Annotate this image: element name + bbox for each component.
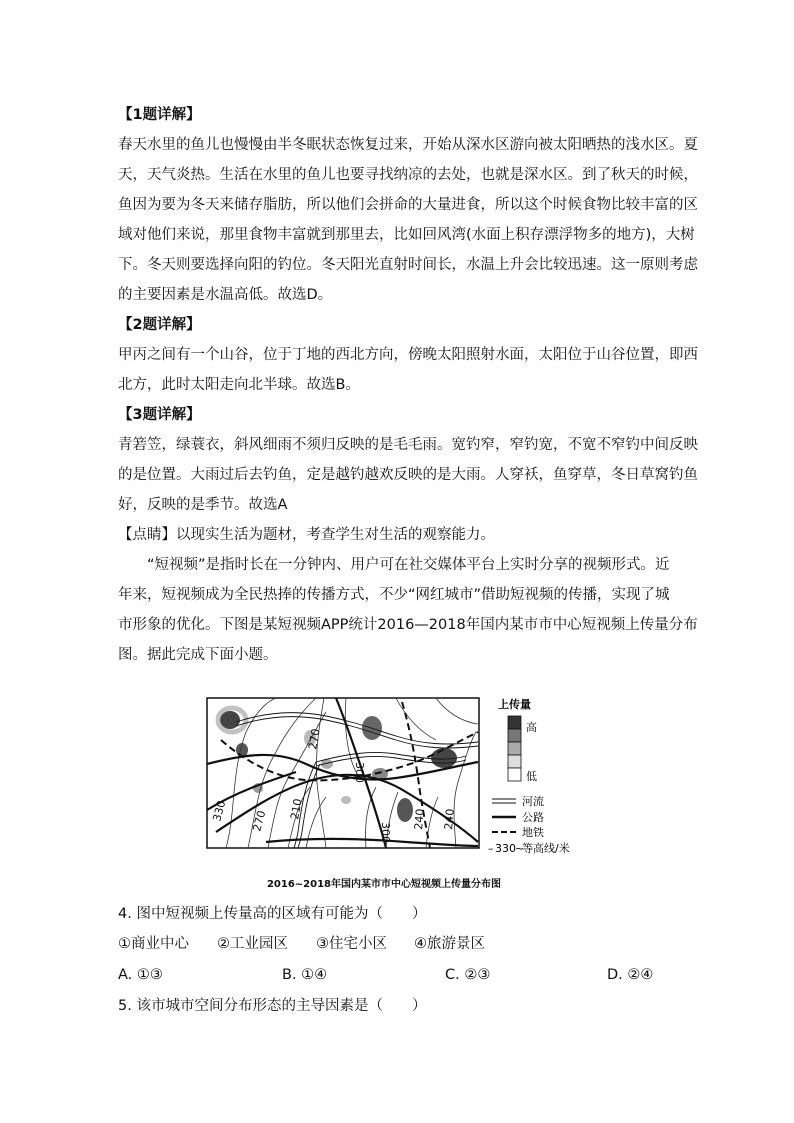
legend-low: 低 (526, 770, 537, 783)
map-svg (206, 692, 570, 872)
legend-contour-suffix: ~ (515, 842, 525, 855)
contour-label: 240 (412, 808, 427, 831)
q5-stem: 5. 该市城市空间分布形态的主导因素是（ ） (118, 998, 427, 1014)
q4-option-b[interactable]: B. ①④ (282, 967, 328, 983)
q1-line: 的主要因素是水温高低。故选D。 (118, 287, 333, 303)
legend-river: 河流 (522, 795, 544, 808)
q1-line: 下。冬天则要选择向阳的钓位。冬天阳光直射时间长，水温上升会比较迅速。这一原则考虑 (118, 257, 698, 273)
upload-distribution-map (206, 692, 570, 892)
q4-option-d[interactable]: D. ②④ (607, 967, 654, 983)
legend-swatch (508, 768, 521, 781)
intro-line: 图。据此完成下面小题。 (118, 647, 278, 663)
q4-item: ②工业园区 (217, 936, 288, 952)
legend-contour-sample: 330 (495, 842, 516, 855)
contour-label: 240 (442, 808, 457, 831)
legend-road: 公路 (522, 811, 544, 824)
contour-label: 270 (306, 727, 323, 751)
q4-option-a[interactable]: A. ①③ (118, 967, 163, 983)
legend-contour: 等高线/米 (522, 842, 570, 855)
contour-label: 300 (353, 762, 366, 783)
contour-label: 210 (288, 797, 305, 821)
hotspot (431, 748, 457, 768)
q4-item: ①商业中心 (118, 936, 189, 952)
legend-subway: 地铁 (522, 826, 544, 839)
hotspot (397, 798, 413, 822)
intro-line: “短视频”是指时长在一分钟内、用户可在社交媒体平台上实时分享的视频形式。近 (147, 557, 670, 573)
q3-line: 好，反映的是季节。故选A (118, 497, 288, 513)
contour-label: 330 (210, 799, 229, 823)
q1-line: 天，天气炎热。生活在水里的鱼儿也要寻找纳凉的去处，也就是深水区。到了秋天的时候， (118, 167, 698, 183)
point-note: 【点睛】以现实生活为题材，考查学生对生活的观察能力。 (118, 527, 495, 543)
hotspot (341, 796, 351, 804)
contour-label: 300 (379, 822, 392, 843)
intro-line: 年来，短视频成为全民热捧的传播方式，不少“网红城市”借助短视频的传播，实现了城 (118, 587, 670, 603)
q4-option-c[interactable]: C. ②③ (445, 967, 491, 983)
contour-label: 270 (250, 809, 269, 833)
q4-stem: 4. 图中短视频上传量高的区域有可能为（ ） (118, 906, 427, 922)
intro-line: 市形象的优化。下图是某短视频APP统计2016—2018年国内某市市中心短视频上传量分布 (118, 617, 698, 633)
legend-swatch (508, 729, 521, 742)
q4-item: ③住宅小区 (316, 936, 387, 952)
q1-line: 春天水里的鱼儿也慢慢由半冬眠状态恢复过来，开始从深水区游向被太阳晒热的浅水区。夏 (118, 137, 698, 153)
q2-header: 【2题详解】 (118, 317, 201, 333)
legend-swatch (508, 742, 521, 755)
q1-line: 域对他们来说，那里食物丰富就到那里去，比如回风湾(水面上积存漂浮物多的地方)，大树 (118, 227, 695, 243)
q3-line: 青箬笠，绿蓑衣，斜风细雨不须归反映的是毛毛雨。宽钓窄，窄钓宽，不宽不窄钓中间反映 (118, 437, 698, 453)
legend-contour-prefix: – (488, 842, 494, 855)
q1-header: 【1题详解】 (118, 107, 201, 123)
legend-title: 上传量 (498, 698, 531, 711)
q4-item: ④旅游景区 (414, 936, 485, 952)
q1-line: 鱼因为要为冬天来储存脂肪，所以他们会拼命的大量进食，所以这个时候食物比较丰富的区 (118, 197, 698, 213)
map-legend (488, 697, 570, 855)
answer-explanations (118, 100, 698, 670)
figure-caption: 2016~2018年国内某市市中心短视频上传量分布图 (266, 879, 502, 890)
legend-high: 高 (526, 721, 537, 734)
q2-line: 甲丙之间有一个山谷，位于丁地的西北方向，傍晚太阳照射水面，太阳位于山谷位置，即西 (118, 347, 698, 363)
q3-header: 【3题详解】 (118, 407, 201, 423)
q3-line: 的是位置。大雨过后去钓鱼，定是越钓越欢反映的是大雨。人穿袄，鱼穿草，冬日草窝钓鱼 (118, 467, 698, 483)
legend-swatch (508, 755, 521, 768)
q2-line: 北方，此时太阳走向北半球。故选B。 (118, 377, 360, 393)
legend-swatch (508, 716, 521, 729)
